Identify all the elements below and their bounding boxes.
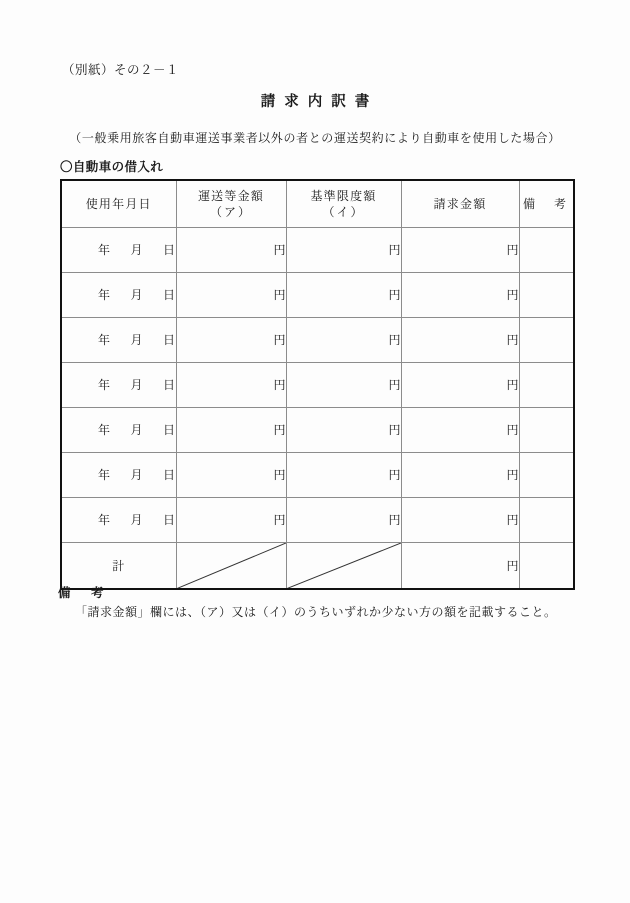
footer-notes-body: 「請求金額」欄には、（ア）又は（イ）のうちいずれか少ない方の額を記載すること。: [75, 605, 557, 619]
date-year-placeholder: 年: [97, 423, 111, 437]
date-day-placeholder: 日: [162, 288, 176, 302]
cell-standard-limit[interactable]: 円: [286, 497, 401, 542]
cell-claim-amount[interactable]: 円: [401, 452, 519, 497]
column-header-standard-limit: [286, 180, 401, 227]
section-heading-vehicle-rental: 〇自動車の借入れ: [60, 159, 164, 174]
diagonal-strike-icon: [177, 543, 286, 589]
column-header-date-label: 使用年月日: [85, 196, 152, 211]
cell-standard-limit[interactable]: 円: [286, 227, 401, 272]
cell-remarks[interactable]: [519, 227, 574, 272]
cell-remarks[interactable]: [519, 452, 574, 497]
cell-remarks[interactable]: [519, 317, 574, 362]
date-year-placeholder: 年: [97, 333, 111, 347]
cell-remarks[interactable]: [519, 362, 574, 407]
date-year-placeholder: 年: [97, 468, 111, 482]
cell-date[interactable]: [61, 362, 176, 407]
form-id-label: （別紙）その２－１: [62, 62, 180, 77]
cell-transport-amount[interactable]: 円: [176, 272, 286, 317]
cell-date[interactable]: [61, 407, 176, 452]
date-day-placeholder: 日: [162, 333, 176, 347]
date-month-placeholder: 月: [130, 378, 143, 392]
table-row: [61, 497, 574, 542]
cell-standard-limit[interactable]: 円: [286, 362, 401, 407]
cell-claim-amount[interactable]: 円: [401, 227, 519, 272]
column-header-transport-amount-sublabel: （ア）: [209, 204, 252, 219]
column-header-remarks-label: 備 考: [522, 196, 570, 211]
cell-transport-amount[interactable]: 円: [176, 362, 286, 407]
column-header-transport-amount-label: 運送等金額: [197, 188, 264, 203]
column-header-standard-limit-sublabel: （イ）: [322, 204, 365, 219]
date-year-placeholder: 年: [97, 243, 111, 257]
column-header-remarks: [519, 180, 574, 227]
cell-transport-amount[interactable]: 円: [176, 452, 286, 497]
date-month-placeholder: 月: [130, 243, 143, 257]
diagonal-strike-icon: [287, 543, 401, 589]
date-day-placeholder: 日: [162, 423, 176, 437]
cell-claim-amount[interactable]: 円: [401, 272, 519, 317]
cell-standard-limit[interactable]: 円: [286, 317, 401, 362]
billing-table-container: [60, 179, 573, 580]
footer-notes-title: 備 考: [58, 585, 108, 600]
table-row: [61, 227, 574, 272]
cell-transport-amount[interactable]: 円: [176, 497, 286, 542]
cell-transport-amount-struck: [176, 542, 286, 589]
cell-date[interactable]: [61, 227, 176, 272]
total-claim-amount[interactable]: 円: [401, 542, 519, 589]
cell-date[interactable]: [61, 452, 176, 497]
column-header-standard-limit-label: 基準限度額: [310, 188, 377, 203]
table-header-row: [61, 180, 574, 227]
table-total-row: [61, 542, 574, 589]
cell-remarks[interactable]: [519, 272, 574, 317]
cell-transport-amount[interactable]: 円: [176, 317, 286, 362]
column-header-date: [61, 180, 176, 227]
date-month-placeholder: 月: [130, 468, 143, 482]
cell-date[interactable]: [61, 497, 176, 542]
table-row: [61, 362, 574, 407]
cell-standard-limit[interactable]: 円: [286, 272, 401, 317]
cell-transport-amount[interactable]: 円: [176, 227, 286, 272]
date-month-placeholder: 月: [130, 333, 143, 347]
cell-remarks[interactable]: [519, 497, 574, 542]
column-header-claim-amount-label: 請求金額: [433, 196, 487, 211]
cell-date[interactable]: [61, 272, 176, 317]
cell-standard-limit[interactable]: 円: [286, 407, 401, 452]
cell-standard-limit-struck: [286, 542, 401, 589]
total-row-label: 計: [61, 542, 176, 589]
total-remarks[interactable]: [519, 542, 574, 589]
cell-claim-amount[interactable]: 円: [401, 407, 519, 452]
table-row: [61, 407, 574, 452]
footer-notes: [58, 583, 598, 620]
cell-remarks[interactable]: [519, 407, 574, 452]
date-day-placeholder: 日: [162, 378, 176, 392]
table-body: [61, 227, 574, 589]
date-day-placeholder: 日: [162, 513, 176, 527]
cell-claim-amount[interactable]: 円: [401, 497, 519, 542]
cell-date[interactable]: [61, 317, 176, 362]
date-month-placeholder: 月: [130, 423, 143, 437]
column-header-transport-amount: [176, 180, 286, 227]
table-row: [61, 317, 574, 362]
page-title: 請求内訳書: [260, 94, 379, 110]
cell-claim-amount[interactable]: 円: [401, 317, 519, 362]
date-year-placeholder: 年: [97, 378, 111, 392]
column-header-claim-amount: [401, 180, 519, 227]
table-row: [61, 272, 574, 317]
table-row: [61, 452, 574, 497]
billing-table: [60, 179, 575, 590]
table-header: [61, 180, 574, 227]
cell-claim-amount[interactable]: 円: [401, 362, 519, 407]
date-month-placeholder: 月: [130, 513, 143, 527]
date-month-placeholder: 月: [130, 288, 143, 302]
cell-standard-limit[interactable]: 円: [286, 452, 401, 497]
date-year-placeholder: 年: [97, 288, 111, 302]
date-day-placeholder: 日: [162, 468, 176, 482]
date-day-placeholder: 日: [162, 243, 176, 257]
cell-transport-amount[interactable]: 円: [176, 407, 286, 452]
date-year-placeholder: 年: [97, 513, 111, 527]
document-subtitle: （一般乗用旅客自動車運送事業者以外の者との運送契約により自動車を使用した場合）: [69, 131, 561, 145]
